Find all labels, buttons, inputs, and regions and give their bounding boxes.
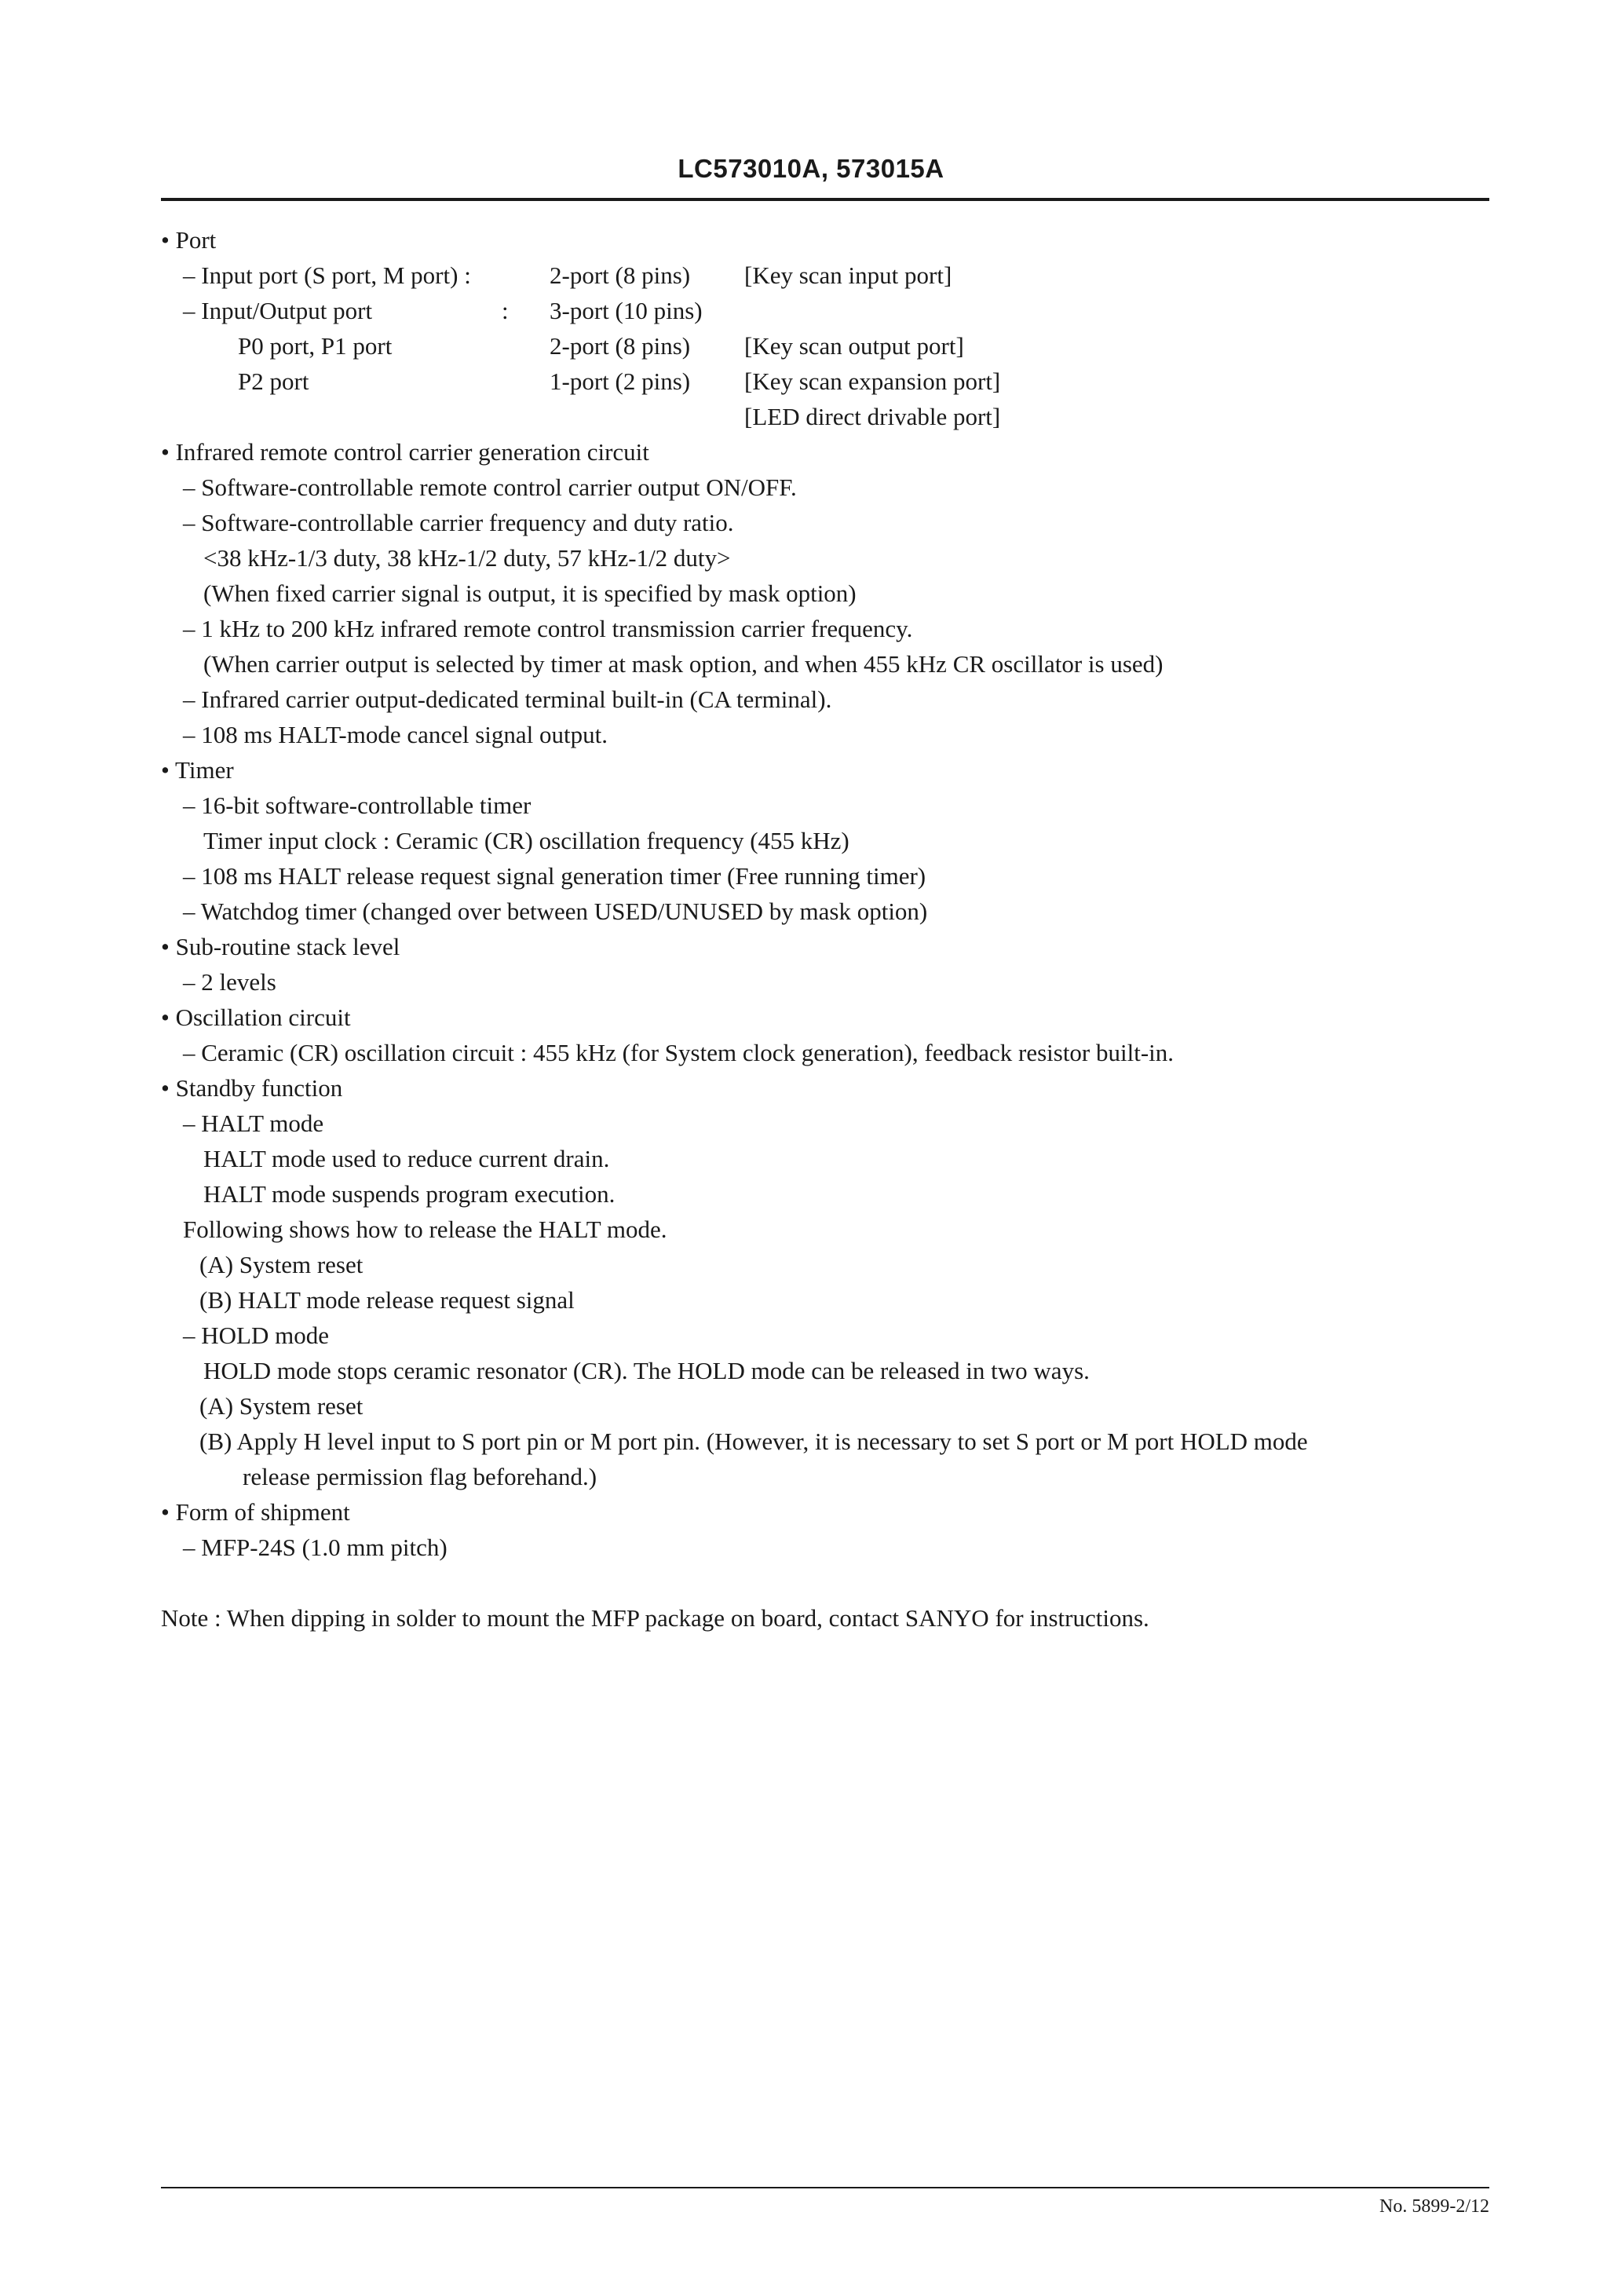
p0p1-label: P0 port, P1 port <box>238 332 393 360</box>
timer-line-3: – 108 ms HALT release request signal generation timer (Free running timer) <box>183 862 926 890</box>
standby-heading: • Standby function <box>161 1074 343 1102</box>
header-rule <box>161 198 1489 201</box>
document-number: No. 5899-2/12 <box>1379 2196 1489 2217</box>
infrared-line-8: – 108 ms HALT-mode cancel signal output. <box>183 721 608 748</box>
timer-line-1: – 16-bit software-controllable timer <box>183 792 532 819</box>
hold-mode-heading: – HOLD mode <box>183 1322 329 1349</box>
input-port-label: – Input port (S port, M port) : <box>183 261 471 289</box>
input-port-note: [Key scan input port] <box>744 261 952 289</box>
halt-release-a: (A) System reset <box>199 1251 363 1278</box>
infrared-line-7: – Infrared carrier output-dedicated terminal built-in (CA terminal). <box>183 686 832 713</box>
p2-note: [Key scan expansion port] <box>744 367 1001 395</box>
infrared-line-3: <38 kHz-1/3 duty, 38 kHz-1/2 duty, 57 kHz-1/2 duty> <box>203 544 731 572</box>
infrared-heading: • Infrared remote control carrier generation circuit <box>161 438 649 466</box>
infrared-line-5: – 1 kHz to 200 kHz infrared remote control transmission carrier frequency. <box>183 615 913 642</box>
infrared-line-6: (When carrier output is selected by timer at mask option, and when 455 kHz CR oscillator is used) <box>203 650 1164 678</box>
timer-line-2: Timer input clock : Ceramic (CR) oscillation frequency (455 kHz) <box>203 827 849 854</box>
oscillation-line-1: – Ceramic (CR) oscillation circuit : 455 kHz (for System clock generation), feedback resistor built-in. <box>183 1039 1174 1066</box>
halt-line-2: HALT mode suspends program execution. <box>203 1180 616 1208</box>
p2-label: P2 port <box>238 367 309 395</box>
timer-heading: • Timer <box>161 756 234 784</box>
io-port-count: 3-port (10 pins) <box>550 297 703 324</box>
page-title: LC573010A, 573015A <box>678 154 944 183</box>
hold-release-b-cont: release permission flag beforehand.) <box>243 1463 597 1490</box>
input-port-count: 2-port (8 pins) <box>550 261 691 289</box>
hold-release-a: (A) System reset <box>199 1392 363 1420</box>
p0p1-note: [Key scan output port] <box>744 332 964 360</box>
port-heading: • Port <box>161 226 217 254</box>
footer-rule <box>161 2187 1489 2188</box>
stack-line-1: – 2 levels <box>183 968 276 996</box>
oscillation-heading: • Oscillation circuit <box>161 1004 351 1031</box>
infrared-line-1: – Software-controllable remote control carrier output ON/OFF. <box>183 473 797 501</box>
shipment-line-1: – MFP-24S (1.0 mm pitch) <box>183 1534 448 1561</box>
p0p1-count: 2-port (8 pins) <box>550 332 691 360</box>
solder-note: Note : When dipping in solder to mount the MFP package on board, contact SANYO for instructions. <box>161 1604 1149 1632</box>
stack-heading: • Sub-routine stack level <box>161 933 400 960</box>
infrared-line-2: – Software-controllable carrier frequency and duty ratio. <box>183 509 734 536</box>
p2-note-led: [LED direct drivable port] <box>744 403 1001 430</box>
halt-release-b: (B) HALT mode release request signal <box>199 1286 575 1314</box>
halt-line-1: HALT mode used to reduce current drain. <box>203 1145 610 1172</box>
halt-mode-heading: – HALT mode <box>183 1110 324 1137</box>
io-port-label: – Input/Output port <box>183 297 373 324</box>
infrared-line-4: (When fixed carrier signal is output, it is specified by mask option) <box>203 579 857 607</box>
halt-line-3: Following shows how to release the HALT mode. <box>183 1216 667 1243</box>
shipment-heading: • Form of shipment <box>161 1498 350 1526</box>
p2-count: 1-port (2 pins) <box>550 367 691 395</box>
hold-line-1: HOLD mode stops ceramic resonator (CR). The HOLD mode can be released in two ways. <box>203 1357 1090 1384</box>
timer-line-4: – Watchdog timer (changed over between USED/UNUSED by mask option) <box>183 898 928 925</box>
io-port-colon: : <box>502 297 509 324</box>
hold-release-b: (B) Apply H level input to S port pin or M port pin. (However, it is necessary to set S port or M port HOLD mode <box>199 1428 1308 1455</box>
